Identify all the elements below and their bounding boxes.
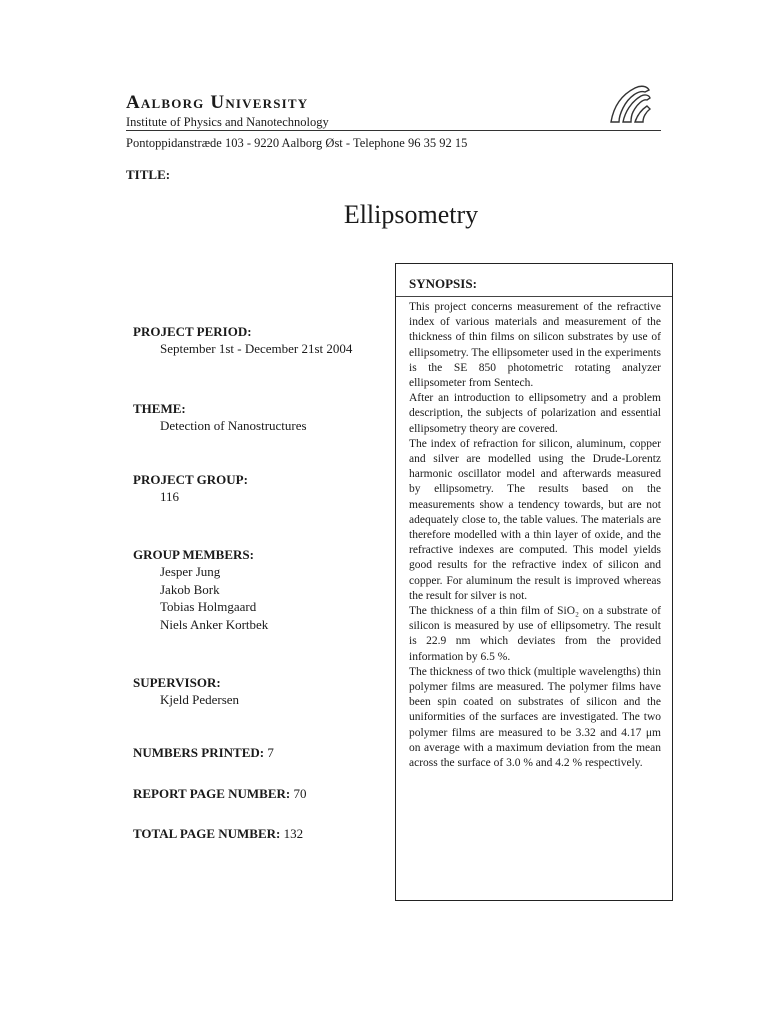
document-title: Ellipsometry	[343, 200, 479, 229]
synopsis-paragraph: The thickness of a thin film of SiO₂ on a substrate of silicon is measured by use of ellipsometry. The result is 22.9 nm which deviates from the provided information by 6.5 %.	[409, 605, 661, 663]
project-group	[133, 472, 393, 506]
theme-value: Detection of Nanostructures	[160, 418, 307, 433]
project-group-value: 116	[160, 489, 180, 504]
numbers-printed	[133, 745, 393, 761]
total-page-number-label: TOTAL PAGE NUMBER:	[133, 826, 281, 841]
synopsis-text	[409, 300, 661, 771]
aalborg-university-logo-icon	[605, 82, 653, 126]
synopsis-paragraph: The thickness of two thick (multiple wavelengths) thin polymer films are measured. The polymer films have been spin coated on substrates of silicon and the uniformities of the surfaces are investigated. The two polymer films are measured to be 3.32 and 4.17 μm on average with a maximum deviation from the mean across the surface of 3.0 % and 4.2 % respectively.	[409, 665, 661, 770]
synopsis-rule	[396, 296, 672, 297]
title-label: TITLE:	[126, 167, 171, 182]
report-page-number-label: REPORT PAGE NUMBER:	[133, 786, 291, 801]
group-members-label: GROUP MEMBERS:	[133, 547, 254, 562]
total-page-number-value: 132	[283, 826, 304, 841]
synopsis-label: SYNOPSIS:	[409, 276, 477, 291]
synopsis-paragraph: This project concerns measurement of the refractive index of various materials and measurement of the thickness of thin films on silicon substrates by use of ellipsometry. The ellipsometer used in the experiments is the SE 850 photometric rotating analyzer ellipsometer from Sentech.	[409, 301, 661, 390]
group-member: Niels Anker Kortbek	[160, 616, 269, 632]
address: Pontoppidanstræde 103 - 9220 Aalborg Øst - Telephone 96 35 92 15	[126, 136, 468, 150]
group-members	[133, 547, 393, 633]
university-name: Aalborg University	[126, 92, 309, 113]
institute-name: Institute of Physics and Nanotechnology	[126, 115, 329, 129]
supervisor-value: Kjeld Pedersen	[160, 692, 240, 707]
header-rule	[126, 130, 661, 131]
report-page-number-value: 70	[293, 786, 307, 801]
theme	[133, 401, 393, 435]
synopsis-paragraph: After an introduction to ellipsometry and a problem description, the subjects of polarization and essential ellipsometry theory are covered.	[409, 392, 661, 435]
group-member: Jakob Bork	[160, 581, 220, 597]
supervisor-label: SUPERVISOR:	[133, 675, 221, 690]
project-group-label: PROJECT GROUP:	[133, 472, 248, 487]
synopsis-box	[395, 263, 673, 901]
project-period	[133, 324, 393, 358]
synopsis-paragraph: The index of refraction for silicon, aluminum, copper and silver are modelled using the Drude-Lorentz harmonic oscillator model and afterwards measured by ellipsometry. The results based on the measurements show a tendency towards, but are not adequately close to, the table values. The materials are therefore modelled with a thin layer of oxide, and the refractive indexes are computed. This model yields good results for the refractive index of silicon and copper. For aluminum the result is improved whereas the result for silver is not.	[409, 437, 661, 602]
total-page-number	[133, 826, 393, 842]
project-period-label: PROJECT PERIOD:	[133, 324, 252, 339]
numbers-printed-label: NUMBERS PRINTED:	[133, 745, 265, 760]
project-period-value: September 1st - December 21st 2004	[160, 341, 353, 356]
report-page-number	[133, 786, 393, 802]
group-member: Tobias Holmgaard	[160, 599, 257, 614]
supervisor	[133, 675, 393, 709]
group-member: Jesper Jung	[160, 564, 221, 579]
numbers-printed-value: 7	[267, 745, 274, 760]
letterhead	[126, 90, 661, 150]
theme-label: THEME:	[133, 401, 186, 416]
